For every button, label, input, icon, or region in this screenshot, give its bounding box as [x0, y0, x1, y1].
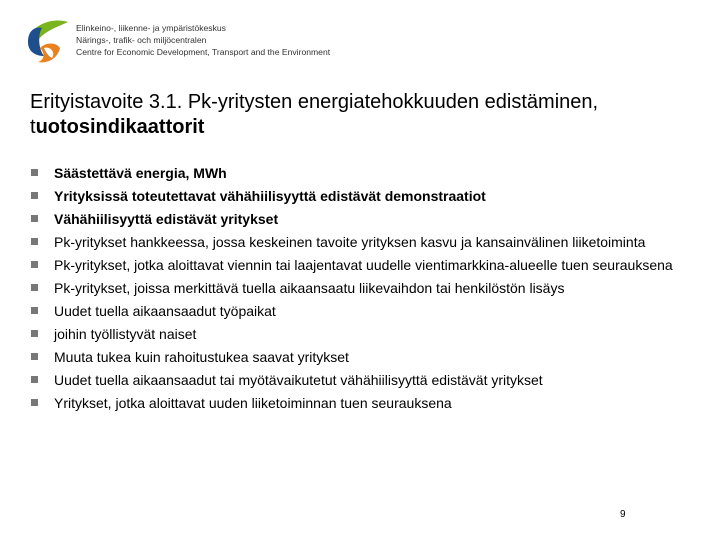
slide-title	[30, 90, 670, 140]
list-item	[30, 165, 680, 182]
logo-line-en: Centre for Economic Development, Transport and the Environment	[76, 47, 331, 57]
list-item-text: Pk-yritykset, joissa merkittävä tuella aikaansaatu liikevaihdon tai henkilöstön lisäys	[54, 280, 565, 296]
bullet-square-icon	[31, 353, 38, 360]
ely-logo	[26, 18, 331, 70]
bullet-square-icon	[31, 192, 38, 199]
list-item	[30, 188, 680, 205]
list-item-text: Pk-yritykset, jotka aloittavat viennin tai laajentavat uudelle vientimarkkina-alueelle tuen seurauksena	[54, 257, 673, 273]
bullet-square-icon	[31, 215, 38, 222]
bullet-square-icon	[31, 238, 38, 245]
bullet-square-icon	[31, 261, 38, 268]
logo-line-fi: Elinkeino-, liikenne- ja ympäristökeskus	[76, 23, 226, 33]
bullet-square-icon	[31, 169, 38, 176]
list-item	[30, 326, 680, 343]
list-item	[30, 280, 680, 297]
bullet-square-icon	[31, 330, 38, 337]
list-item-text: Uudet tuella aikaansaadut tai myötävaikutetut vähähiilisyyttä edistävät yritykset	[54, 372, 543, 388]
slide-title-normal: Erityistavoite 3.1. Pk-yritysten energiatehokkuuden edistäminen, t	[30, 91, 599, 138]
logo-line-sv: Närings-, trafik- och miljöcentralen	[76, 35, 207, 45]
list-item	[30, 372, 680, 389]
list-item-text: Yritykset, jotka aloittavat uuden liiketoiminnan tuen seurauksena	[54, 395, 452, 411]
list-item-text: Säästettävä energia, MWh	[54, 165, 227, 181]
list-item-text: Pk-yritykset hankkeessa, jossa keskeinen tavoite yrityksen kasvu ja kansainvälinen liiketoiminta	[54, 234, 646, 250]
list-item-text: Uudet tuella aikaansaadut työpaikat	[54, 303, 276, 319]
list-item-text: Muuta tukea kuin rahoitustukea saavat yritykset	[54, 349, 349, 365]
bullet-square-icon	[31, 284, 38, 291]
ely-logo-icon	[26, 18, 70, 68]
list-item	[30, 303, 680, 320]
bullet-square-icon	[31, 376, 38, 383]
list-item	[30, 257, 680, 274]
list-item	[30, 395, 680, 412]
list-item-text: joihin työllistyvät naiset	[54, 326, 197, 342]
slide-title-bold: uotosindikaattorit	[35, 116, 205, 138]
list-item	[30, 349, 680, 366]
list-item	[30, 211, 680, 228]
list-item-text: Yrityksissä toteutettavat vähähiilisyyttä edistävät demonstraatiot	[54, 188, 486, 204]
list-item-text: Vähähiilisyyttä edistävät yritykset	[54, 211, 279, 227]
bullet-square-icon	[31, 399, 38, 406]
page-number: 9	[620, 509, 626, 520]
indicator-list	[30, 165, 680, 418]
bullet-square-icon	[31, 307, 38, 314]
list-item	[30, 234, 680, 251]
